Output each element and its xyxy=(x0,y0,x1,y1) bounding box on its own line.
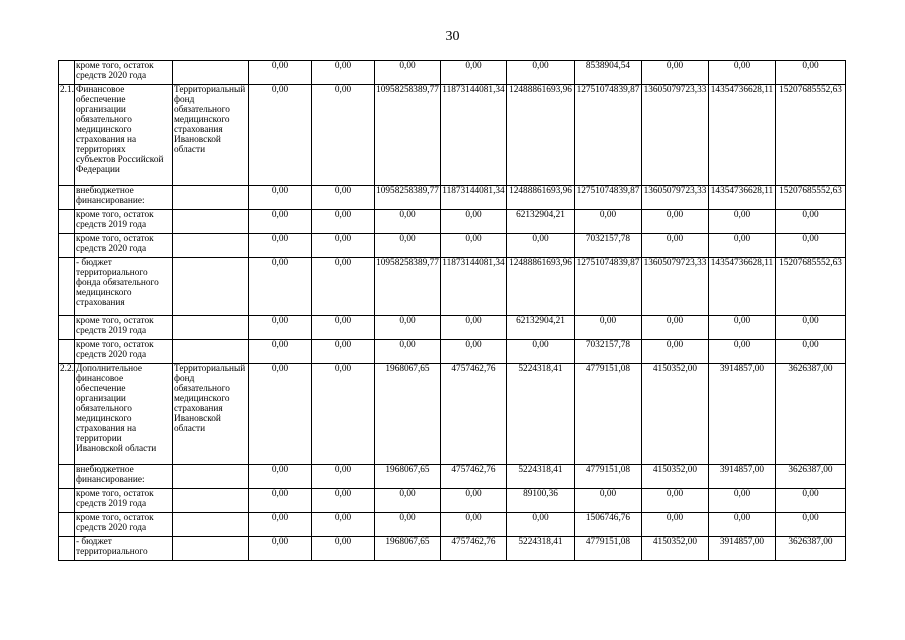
row-name-line: финансирование: xyxy=(76,475,145,485)
table-body xyxy=(59,61,846,561)
value-cell: 0,00 xyxy=(776,513,846,537)
value-cell: 0,00 xyxy=(249,465,312,489)
value-cell: 12751074839,87 xyxy=(575,85,642,186)
value-cell: 0,00 xyxy=(249,85,312,186)
value-cell: 0,00 xyxy=(441,340,507,364)
table-row xyxy=(59,258,846,316)
value-cell: 0,00 xyxy=(312,61,375,85)
value-cell: 0,00 xyxy=(709,489,776,513)
row-name-line: средств 2020 года xyxy=(76,244,147,254)
value-cell: 14354736628,11 xyxy=(709,85,776,186)
value-cell: 0,00 xyxy=(249,489,312,513)
value-cell: 0,00 xyxy=(441,489,507,513)
value-cell: 0,00 xyxy=(776,210,846,234)
row-index-cell xyxy=(59,258,75,316)
value-cell: 13605079723,33 xyxy=(642,258,709,316)
row-executor-line: Территориальный xyxy=(174,85,246,95)
value-cell: 0,00 xyxy=(375,210,441,234)
row-index-cell xyxy=(59,61,75,85)
table-row xyxy=(59,85,846,186)
table-row xyxy=(59,537,846,561)
row-name-line: кроме того, остаток xyxy=(76,234,154,244)
value-cell: 3914857,00 xyxy=(709,465,776,489)
row-name-cell xyxy=(75,364,173,465)
value-cell: 0,00 xyxy=(642,489,709,513)
value-cell: 0,00 xyxy=(312,489,375,513)
value-cell: 12488861693,96 xyxy=(507,186,575,210)
row-name-line: кроме того, остаток xyxy=(76,316,154,326)
row-name-line: - бюджет xyxy=(76,258,112,268)
row-name-cell xyxy=(75,316,173,340)
row-name-cell xyxy=(75,234,173,258)
row-name-line: страхования на xyxy=(76,135,137,145)
value-cell: 0,00 xyxy=(249,186,312,210)
row-name-line: средств 2019 года xyxy=(76,499,147,509)
row-index-cell xyxy=(59,465,75,489)
value-cell: 0,00 xyxy=(709,61,776,85)
table-row xyxy=(59,364,846,465)
value-cell: 4757462,76 xyxy=(441,364,507,465)
row-index-cell xyxy=(59,210,75,234)
row-name-line: территориях xyxy=(76,145,126,155)
value-cell: 7032157,78 xyxy=(575,340,642,364)
row-executor-cell xyxy=(173,186,249,210)
value-cell: 15207685552,63 xyxy=(776,186,846,210)
page-number: 30 xyxy=(445,29,460,44)
value-cell: 0,00 xyxy=(249,537,312,561)
row-executor-cell xyxy=(173,258,249,316)
value-cell: 4150352,00 xyxy=(642,364,709,465)
value-cell: 13605079723,33 xyxy=(642,186,709,210)
value-cell: 0,00 xyxy=(642,210,709,234)
row-name-line: средств 2020 года xyxy=(76,523,147,533)
value-cell: 0,00 xyxy=(249,210,312,234)
row-name-line: организации xyxy=(76,105,126,115)
value-cell: 0,00 xyxy=(375,513,441,537)
table-row xyxy=(59,340,846,364)
value-cell: 0,00 xyxy=(249,316,312,340)
value-cell: 4779151,08 xyxy=(575,364,642,465)
value-cell: 1968067,65 xyxy=(375,364,441,465)
value-cell: 0,00 xyxy=(312,186,375,210)
row-name-cell xyxy=(75,537,173,561)
value-cell: 0,00 xyxy=(441,513,507,537)
value-cell: 0,00 xyxy=(441,316,507,340)
row-name-line: средств 2019 года xyxy=(76,220,147,230)
row-name-line: кроме того, остаток xyxy=(76,210,154,220)
row-name-line: Финансовое xyxy=(76,85,125,95)
table-row xyxy=(59,210,846,234)
row-executor-cell xyxy=(173,61,249,85)
table-row xyxy=(59,61,846,85)
row-executor-cell xyxy=(173,340,249,364)
value-cell: 5224318,41 xyxy=(507,364,575,465)
value-cell: 0,00 xyxy=(709,340,776,364)
row-index-cell xyxy=(59,316,75,340)
value-cell: 0,00 xyxy=(312,258,375,316)
value-cell: 7032157,78 xyxy=(575,234,642,258)
value-cell: 0,00 xyxy=(249,234,312,258)
row-name-line: территориального xyxy=(76,268,148,278)
row-executor-line: обязательного xyxy=(174,105,230,115)
row-index-cell: 2.2. xyxy=(59,364,75,465)
row-name-line: внебюджетное xyxy=(76,465,134,475)
value-cell: 0,00 xyxy=(375,61,441,85)
row-executor-line: Территориальный xyxy=(174,364,246,374)
table-row xyxy=(59,513,846,537)
value-cell: 0,00 xyxy=(312,210,375,234)
row-name-line: организации xyxy=(76,394,126,404)
row-name-line: финансирование: xyxy=(76,196,145,206)
row-name-line: территории xyxy=(76,434,122,444)
value-cell: 0,00 xyxy=(507,234,575,258)
row-index-cell xyxy=(59,186,75,210)
value-cell: 0,00 xyxy=(441,61,507,85)
value-cell: 0,00 xyxy=(776,340,846,364)
row-name-line: обязательного xyxy=(76,404,132,414)
row-name-line: медицинского xyxy=(76,414,132,424)
value-cell: 0,00 xyxy=(642,513,709,537)
row-executor-line: Ивановской xyxy=(174,414,221,424)
value-cell: 0,00 xyxy=(507,340,575,364)
table-row xyxy=(59,465,846,489)
value-cell: 3914857,00 xyxy=(709,537,776,561)
value-cell: 0,00 xyxy=(709,210,776,234)
row-index-cell: 2.1. xyxy=(59,85,75,186)
row-name-line: медицинского xyxy=(76,288,132,298)
value-cell: 0,00 xyxy=(312,513,375,537)
value-cell: 0,00 xyxy=(375,234,441,258)
row-name-line: субъектов Российской xyxy=(76,155,164,165)
value-cell: 10958258389,77 xyxy=(375,258,441,316)
row-name-cell xyxy=(75,61,173,85)
value-cell: 0,00 xyxy=(249,340,312,364)
value-cell: 1506746,76 xyxy=(575,513,642,537)
row-name-line: медицинского xyxy=(76,125,132,135)
value-cell: 0,00 xyxy=(375,489,441,513)
row-name-line: кроме того, остаток xyxy=(76,489,154,499)
row-executor-cell xyxy=(173,489,249,513)
value-cell: 11873144081,34 xyxy=(441,258,507,316)
value-cell: 4757462,76 xyxy=(441,465,507,489)
value-cell: 14354736628,11 xyxy=(709,186,776,210)
row-name-cell xyxy=(75,258,173,316)
value-cell: 0,00 xyxy=(312,85,375,186)
value-cell: 10958258389,77 xyxy=(375,186,441,210)
row-name-line: кроме того, остаток xyxy=(76,61,154,71)
value-cell: 10958258389,77 xyxy=(375,85,441,186)
value-cell: 0,00 xyxy=(575,210,642,234)
value-cell: 0,00 xyxy=(709,513,776,537)
row-name-line: фонда обязательного xyxy=(76,278,159,288)
row-name-line: финансовое xyxy=(76,374,124,384)
value-cell: 0,00 xyxy=(375,340,441,364)
row-name-line: кроме того, остаток xyxy=(76,340,154,350)
value-cell: 4757462,76 xyxy=(441,537,507,561)
row-executor-line: фонд xyxy=(174,95,195,105)
row-name-line: средств 2020 года xyxy=(76,71,147,81)
value-cell: 0,00 xyxy=(312,234,375,258)
value-cell: 0,00 xyxy=(642,61,709,85)
value-cell: 0,00 xyxy=(312,364,375,465)
row-name-line: обеспечение xyxy=(76,95,126,105)
value-cell: 0,00 xyxy=(312,537,375,561)
value-cell: 11873144081,34 xyxy=(441,85,507,186)
row-executor-line: области xyxy=(174,424,206,434)
value-cell: 11873144081,34 xyxy=(441,186,507,210)
value-cell: 14354736628,11 xyxy=(709,258,776,316)
value-cell: 62132904,21 xyxy=(507,316,575,340)
row-name-line: кроме того, остаток xyxy=(76,513,154,523)
row-name-cell xyxy=(75,513,173,537)
value-cell: 15207685552,63 xyxy=(776,85,846,186)
row-name-line: средств 2019 года xyxy=(76,326,147,336)
value-cell: 1968067,65 xyxy=(375,465,441,489)
row-executor-cell xyxy=(173,85,249,186)
value-cell: 12751074839,87 xyxy=(575,258,642,316)
value-cell: 0,00 xyxy=(312,316,375,340)
row-name-line: - бюджет xyxy=(76,537,112,547)
table-row xyxy=(59,316,846,340)
value-cell: 4150352,00 xyxy=(642,537,709,561)
table-row xyxy=(59,489,846,513)
row-name-line: Дополнительное xyxy=(76,364,143,374)
row-name-line: Федерации xyxy=(76,165,120,175)
row-executor-cell xyxy=(173,234,249,258)
value-cell: 0,00 xyxy=(642,234,709,258)
value-cell: 0,00 xyxy=(312,465,375,489)
row-name-cell xyxy=(75,85,173,186)
value-cell: 0,00 xyxy=(375,316,441,340)
row-executor-line: страхования xyxy=(174,404,223,414)
row-index-cell xyxy=(59,537,75,561)
value-cell: 0,00 xyxy=(575,489,642,513)
row-index-cell xyxy=(59,340,75,364)
value-cell: 0,00 xyxy=(776,61,846,85)
value-cell: 13605079723,33 xyxy=(642,85,709,186)
value-cell: 0,00 xyxy=(441,210,507,234)
value-cell: 0,00 xyxy=(249,258,312,316)
row-index-cell xyxy=(59,513,75,537)
row-executor-cell xyxy=(173,465,249,489)
value-cell: 0,00 xyxy=(507,61,575,85)
value-cell: 12488861693,96 xyxy=(507,85,575,186)
value-cell: 15207685552,63 xyxy=(776,258,846,316)
value-cell: 4150352,00 xyxy=(642,465,709,489)
row-executor-cell xyxy=(173,316,249,340)
row-index-cell xyxy=(59,489,75,513)
value-cell: 8538904,54 xyxy=(575,61,642,85)
value-cell: 89100,36 xyxy=(507,489,575,513)
value-cell: 0,00 xyxy=(312,340,375,364)
row-executor-cell xyxy=(173,210,249,234)
value-cell: 3626387,00 xyxy=(776,364,846,465)
table-row xyxy=(59,186,846,210)
row-name-cell xyxy=(75,186,173,210)
row-name-line: страхования на xyxy=(76,424,137,434)
row-executor-line: медицинского xyxy=(174,394,230,404)
row-name-line: обеспечение xyxy=(76,384,126,394)
row-name-line: обязательного xyxy=(76,115,132,125)
row-executor-cell xyxy=(173,537,249,561)
value-cell: 0,00 xyxy=(709,316,776,340)
row-executor-line: страхования xyxy=(174,125,223,135)
row-name-line: Ивановской области xyxy=(76,444,157,454)
value-cell: 0,00 xyxy=(507,513,575,537)
row-name-cell xyxy=(75,465,173,489)
value-cell: 12488861693,96 xyxy=(507,258,575,316)
row-name-line: страхования xyxy=(76,298,125,308)
value-cell: 0,00 xyxy=(642,316,709,340)
row-name-line: территориального xyxy=(76,547,148,557)
value-cell: 5224318,41 xyxy=(507,537,575,561)
value-cell: 3626387,00 xyxy=(776,537,846,561)
value-cell: 0,00 xyxy=(249,61,312,85)
value-cell: 0,00 xyxy=(249,364,312,465)
row-executor-cell xyxy=(173,364,249,465)
value-cell: 3626387,00 xyxy=(776,465,846,489)
value-cell: 0,00 xyxy=(575,316,642,340)
row-executor-cell xyxy=(173,513,249,537)
value-cell: 0,00 xyxy=(249,513,312,537)
row-name-cell xyxy=(75,340,173,364)
value-cell: 0,00 xyxy=(776,234,846,258)
value-cell: 3914857,00 xyxy=(709,364,776,465)
value-cell: 0,00 xyxy=(642,340,709,364)
value-cell: 0,00 xyxy=(441,234,507,258)
row-name-line: средств 2020 года xyxy=(76,350,147,360)
row-name-line: внебюджетное xyxy=(76,186,134,196)
value-cell: 5224318,41 xyxy=(507,465,575,489)
value-cell: 0,00 xyxy=(709,234,776,258)
value-cell: 0,00 xyxy=(776,316,846,340)
row-executor-line: фонд xyxy=(174,374,195,384)
value-cell: 0,00 xyxy=(776,489,846,513)
row-name-cell xyxy=(75,489,173,513)
row-executor-line: обязательного xyxy=(174,384,230,394)
value-cell: 1968067,65 xyxy=(375,537,441,561)
row-index-cell xyxy=(59,234,75,258)
row-executor-line: области xyxy=(174,145,206,155)
value-cell: 4779151,08 xyxy=(575,465,642,489)
value-cell: 4779151,08 xyxy=(575,537,642,561)
budget-table xyxy=(58,60,846,561)
table-row xyxy=(59,234,846,258)
value-cell: 62132904,21 xyxy=(507,210,575,234)
row-name-cell xyxy=(75,210,173,234)
value-cell: 12751074839,87 xyxy=(575,186,642,210)
row-executor-line: Ивановской xyxy=(174,135,221,145)
row-executor-line: медицинского xyxy=(174,115,230,125)
